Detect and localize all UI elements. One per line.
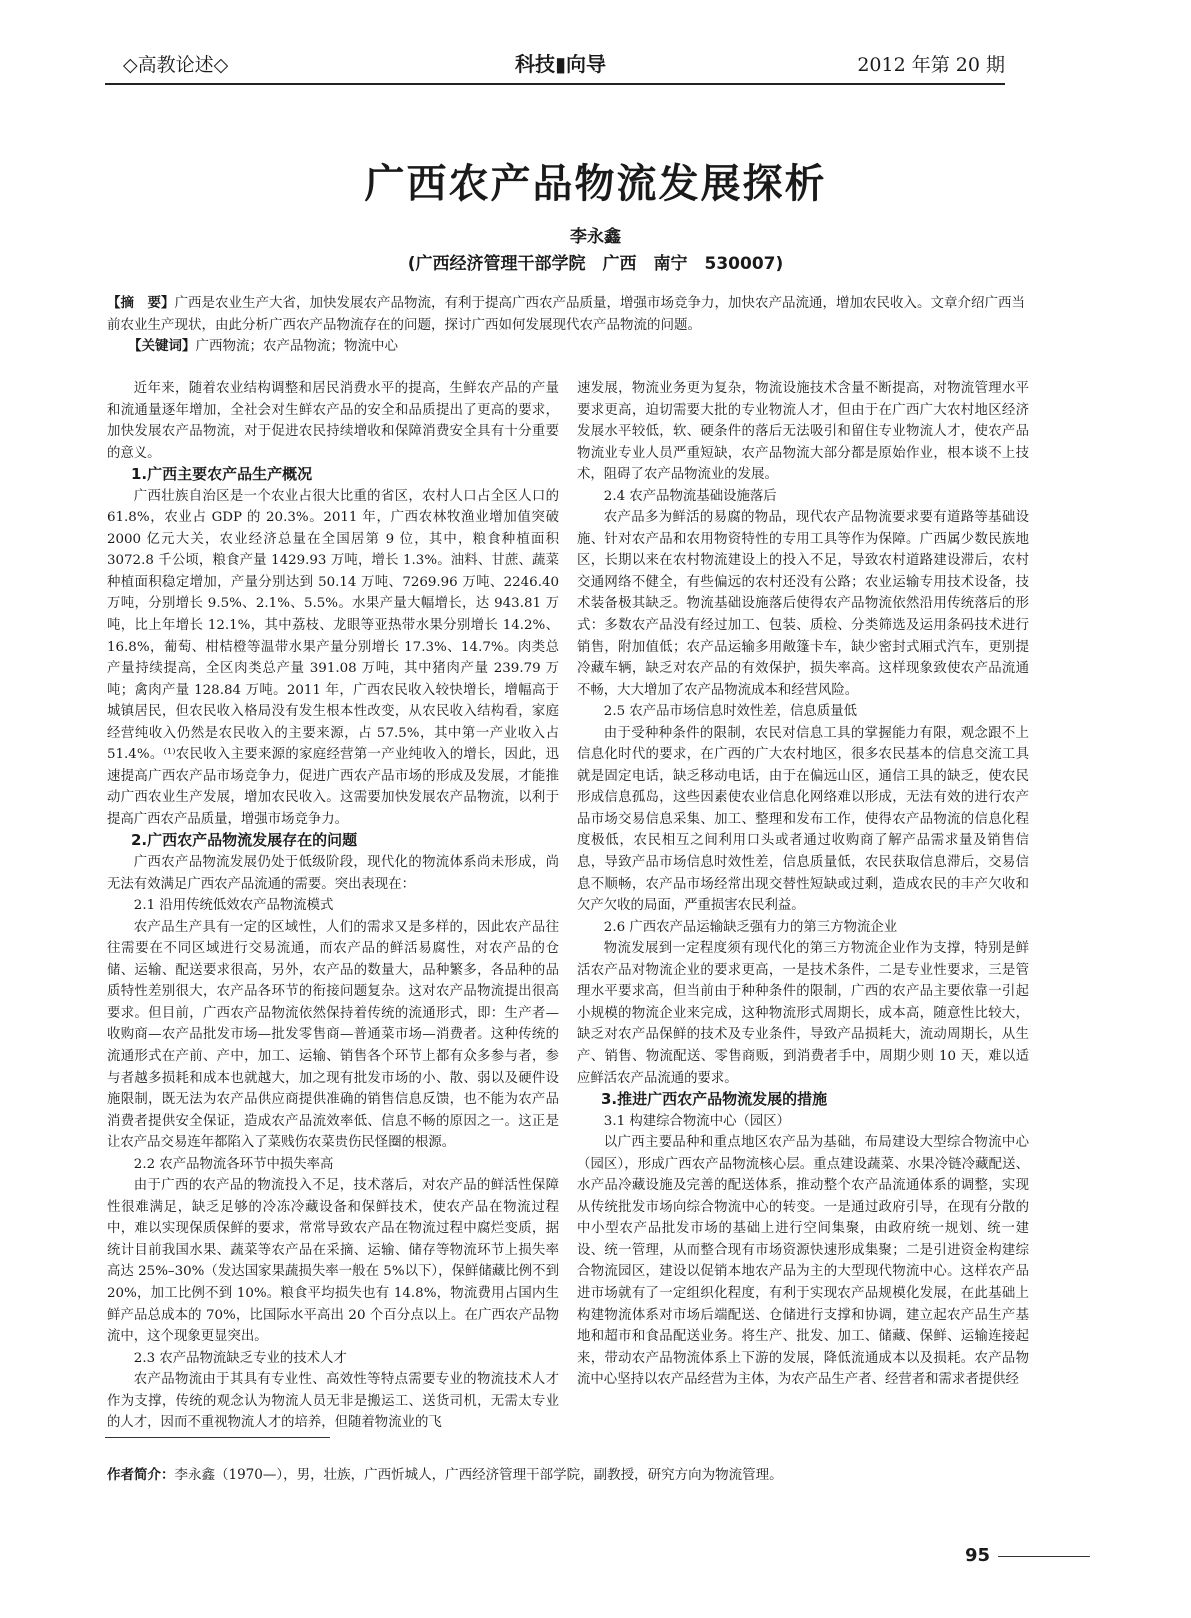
abstract [107, 292, 1027, 336]
body-paragraph: 物流发展到一定程度须有现代化的第三方物流企业作为支撑，特别是鲜活农产品对物流企业的要求更高，一是技术条件，二是专业性要求，三是管理水平要求高，但当前由于种种条件的限制，广西的农产品主要依靠一引起小规模的物流企业来完成，这种物流形式周期长，成本高，随意性比较大，缺乏对农产品保鲜的技术及专业条件，导致产品损耗大，流动周期长，从生产、销售、物流配送、零售商贩，到消费者手中，周期少则 10 天，难以适应鲜活农产品流通的要求。 [577, 941, 1029, 1086]
keywords-text: 广西物流；农产品物流；物流中心 [195, 338, 398, 354]
footnote-label: 作者简介： [107, 1467, 175, 1483]
header-issue: 2012 年第 20 期 [857, 54, 1005, 76]
abstract-label: 【摘 要】 [107, 295, 175, 311]
page-number-rule [998, 1556, 1090, 1557]
keywords-label: 【关键词】 [128, 338, 196, 354]
section-heading: 3.推进广西农产品物流发展的措施 [601, 1090, 828, 1109]
body-paragraph: 广西农产品物流发展仍处于低级阶段，现代化的物流体系尚未形成，尚无法有效满足广西农产品流通的需要。突出表现在： [107, 855, 559, 892]
subsection-heading: 2.4 农产品物流基础设施落后 [603, 488, 777, 504]
author-footnote [107, 1463, 1007, 1483]
subsection-heading: 2.3 农产品物流缺乏专业的技术人才 [133, 1350, 347, 1366]
right-column [577, 378, 1029, 1391]
body-paragraph: 农产品生产具有一定的区域性，人们的需求又是多样的，因此农产品往往需要在不同区域进行交易流通，而农产品的鲜活易腐性，对农产品的仓储、运输、配送要求很高，另外，农产品的数量大，品种繁多，各品种的品质特性差别很大，农产品各环节的衔接问题复杂。这对农产品物流提出很高要求。但目前，广西农产品物流依然保持着传统的流通形式，即：生产者—收购商—农产品批发市场—批发零售商—普通菜市场—消费者。这种传统的流通形式在产前、产中，加工、运输、销售各个环节上都有众多参与者，参与者越多损耗和成本也就越大，加之现有批发市场的小、散、弱以及硬件设施限制，既无法为农产品供应商提供准确的销售信息反馈，也不能为农产品消费者提供安全保证，造成农产品流效率低、信息不畅的原因之一。这正是让农产品交易连年都陷入了菜贱伤农菜贵伤民怪圈的根源。 [107, 919, 559, 1151]
section-heading: 2.广西农产品物流发展存在的问题 [131, 831, 358, 850]
abstract-text: 广西是农业生产大省，加快发展农产品物流，有利于提高广西农产品质量，增强市场竞争力，加快农产品流通，增加农民收入。文章介绍广西当前农业生产现状，由此分析广西农产品物流存在的问题，探讨广西如何发展现代农产品物流的问题。 [107, 295, 1025, 333]
body-paragraph: 近年来，随着农业结构调整和居民消费水平的提高，生鲜农产品的产量和流通量逐年增加，全社会对生鲜农产品的安全和品质提出了更高的要求，加快发展农产品物流，对于促进农民持续增收和保障消费安全具有十分重要的意义。 [107, 381, 559, 461]
body-paragraph: 农产品物流由于其具有专业性、高效性等特点需要专业的物流技术人才作为支撑，传统的观念认为物流人员无非是搬运工、送货司机，无需太专业的人才，因而不重视物流人才的培养，但随着物流业的飞 [107, 1372, 559, 1431]
subsection-heading: 2.6 广西农产品运输缺乏强有力的第三方物流企业 [603, 919, 898, 935]
body-paragraph: 由于受种种条件的限制，农民对信息工具的掌握能力有限，观念跟不上信息化时代的要求，在广西的广大农村地区，很多农民基本的信息交流工具就是固定电话，缺乏移动电话，由于在偏远山区，通信工具的缺乏，使农民形成信息孤岛，这些因素使农业信息化网络难以形成，无法有效的进行农产品市场交易信息采集、加工、整理和发布工作，使得农产品物流的信息化程度极低，农民相互之间利用口头或者通过收购商了解产品需求量及销售信息，导致产品市场信息时效性差，信息质量低，农民获取信息滞后，交易信息不顺畅，农产品市场经常出现交替性短缺或过剩，造成农民的丰产欠收和欠产欠收的局面，严重损害农民利益。 [577, 725, 1029, 914]
subsection-heading: 3.1 构建综合物流中心（园区） [603, 1113, 791, 1129]
header-rule [105, 83, 1005, 85]
header-journal: 科技▮向导 [515, 52, 607, 76]
author-affiliation: (广西经济管理干部学院 广西 南宁 530007) [407, 254, 784, 274]
subsection-heading: 2.5 农产品市场信息时效性差，信息质量低 [603, 704, 857, 720]
subsection-heading: 2.2 农产品物流各环节中损失率高 [133, 1156, 334, 1172]
header-section: ◇高教论述◇ [123, 54, 229, 76]
running-header [105, 48, 1005, 78]
body-paragraph: 农产品多为鲜活的易腐的物品，现代农产品物流要求要有道路等基础设施、针对农产品和农用物资特性的专用工具等作为保障。广西属少数民族地区，长期以来在农村物流建设上的投入不足，导致农村道路建设滞后，农村交通网络不健全，有些偏远的农村还没有公路；农业运输专用技术设备，技术装备极其缺乏。物流基础设施落后使得农产品物流依然沿用传统落后的形式：多数农产品没有经过加工、包装、质检、分类筛选及运用条码技术进行销售，附加值低；农产品运输多用敞篷卡车，缺少密封式厢式汽车，更别提冷藏车辆，缺乏对农产品的有效保护，损失率高。这样现象致使农产品流通不畅，大大增加了农产品物流成本和经营风险。 [577, 510, 1029, 698]
body-paragraph: 广西壮族自治区是一个农业占很大比重的省区，农村人口占全区人口的 61.8%，农业占 GDP 的 20.3%。2011 年，广西农林牧渔业增加值突破 2000 亿元大关，农业经济总量在全国居第 9 位，其中，粮食种植面积 3072.8 千公顷，粮食产量 1429.93 万吨，增长 1.3%。油料、甘蔗、蔬菜种植面积稳定增加，产量分别达到 50.14 万吨、7269.96 万吨、2246.40 万吨，分别增长 9.5%、2.1%、5.5%。水果产量大幅增长，达 943.81 万吨，比上年增长 12.1%，其中荔枝、龙眼等亚热带水果分别增长 14.2%、16.8%，葡萄、柑桔橙等温带水果产量分别增长 17.3%、14.7%。肉类总产量持续提高，全区肉类总产量 391.08 万吨，其中猪肉产量 239.79 万吨；禽肉产量 128.84 万吨。2011 年，广西农民收入较快增长，增幅高于城镇居民，但农民收入格局没有发生根本性改变，从农民收入结构看，家庭经营纯收入仍然是农民收入的主要来源，占 57.5%，其中第一产业收入占 51.4%。⁽¹⁾农民收入主要来源的家庭经营第一产业纯收入的增长，因此，迅速提高广西农产品市场竞争力，促进广西农产品市场的形成及发展，才能推动广西农业生产发展，增加农民收入。这需要加快发展农产品物流，以利于提高广西农产品质量，增强市场竞争力。 [107, 488, 559, 827]
article-title: 广西农产品物流发展探析 [364, 161, 827, 207]
section-heading: 1.广西主要农产品生产概况 [131, 465, 313, 484]
body-paragraph: 以广西主要品种和重点地区农产品为基础，布局建设大型综合物流中心（园区），形成广西农产品物流核心层。重点建设蔬菜、水果冷链冷藏配送、水产品冷藏设施及完善的配送体系，推动整个农产品流通体系的调整，实现从传统批发市场向综合物流中心的转变。一是通过政府引导，在现有分散的中小型农产品批发市场的基础上进行空间集聚，由政府统一规划、统一建设、统一管理，从而整合现有市场资源快速形成集聚；二是引进资金构建综合物流园区，建设以促销本地农产品为主的大型现代物流中心。这样农产品进市场就有了一定组织化程度，有利于实现农产品规模化发展，在此基础上构建物流体系对市场后端配送、仓储进行支撑和协调，建立起农产品生产基地和超市和食品配送业务。将生产、批发、加工、储藏、保鲜、运输连接起来，带动农产品物流体系上下游的发展，降低流通成本以及损耗。农产品物流中心坚持以农产品经营为主体，为农产品生产者、经营者和需求者提供经 [577, 1135, 1029, 1388]
body-paragraph: 速发展，物流业务更为复杂，物流设施技术含量不断提高，对物流管理水平要求更高，迫切需要大批的专业物流人才，但由于在广西广大农村地区经济发展水平较低，软、硬条件的落后无法吸引和留住专业物流人才，使农产品物流业专业人员严重短缺，农产品物流大部分都是原始作业，根本谈不上技术，阻碍了农产品物流业的发展。 [577, 381, 1029, 483]
footnote-rule [105, 1437, 330, 1438]
footnote-text: 李永鑫（1970—），男，壮族，广西忻城人，广西经济管理干部学院，副教授，研究方向为物流管理。 [174, 1467, 783, 1483]
author-name: 李永鑫 [570, 227, 621, 247]
left-column [107, 378, 559, 1434]
body-paragraph: 由于广西的农产品的物流投入不足，技术落后，对农产品的鲜活性保障性很难满足，缺乏足够的冷冻冷藏设备和保鲜技术，使农产品在物流过程中，难以实现保质保鲜的要求，常常导致农产品在物流过程中腐烂变质，据统计目前我国水果、蔬菜等农产品在采摘、运输、储存等物流环节上损失率高达 25%–30%（发达国家果蔬损失率一般在 5%以下），保鲜储藏比例不到 20%，加工比例不到 10%。粮食平均损失也有 14.8%，物流费用占国内生鲜产品总成本的 70%，比国际水平高出 20 个百分点以上。在广西农产品物流中，这个现象更显突出。 [107, 1178, 559, 1345]
page-number: 95 [965, 1545, 991, 1566]
subsection-heading: 2.1 沿用传统低效农产品物流模式 [133, 898, 334, 914]
keywords [128, 335, 1028, 357]
